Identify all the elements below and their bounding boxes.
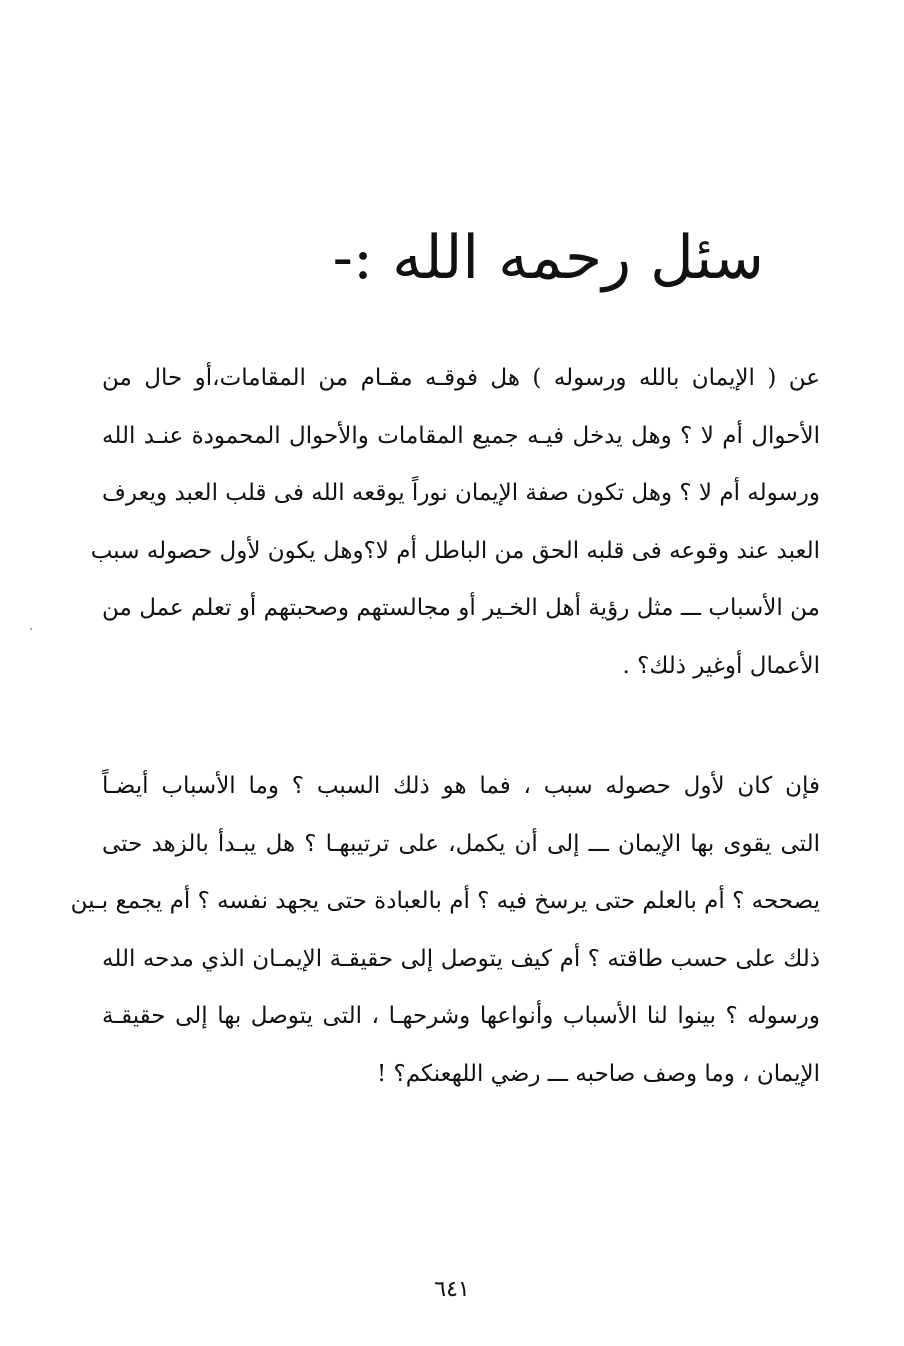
text-line: من الأسباب ـــ مثل رؤية أهل الخـير أو مجالستهم وصحبتهم أو تعلم عمل من [102, 595, 820, 621]
text-line: ورسوله ؟ بينوا لنا الأسباب وأنواعها وشرحهـا ، التى يتوصل بها إلى حقيقـة [102, 1003, 820, 1029]
question-paragraph-1 [90, 350, 820, 695]
text-line: عن ( الإيمان بالله ورسوله ) هل فوقـه مقـام من المقامات،أو حال من [102, 365, 820, 391]
scan-speck [30, 628, 32, 630]
question-paragraph-2 [70, 758, 820, 1103]
page-title: سئل رحمه الله :- [332, 223, 764, 293]
text-line: الأعمال أوغير ذلك؟ . [622, 652, 820, 679]
text-line: ورسوله أم لا ؟ وهل تكون صفة الإيمان نوراً يوقعه الله فى قلب العبد ويعرف [102, 480, 820, 506]
text-line: فإن كان لأول حصوله سبب ، فما هو ذلك السبب ؟ وما الأسباب أيضـاً [102, 773, 820, 799]
text-line: الأحوال أم لا ؟ وهل يدخل فيـه جميع المقامات والأحوال المحمودة عنـد الله [102, 422, 820, 449]
text-line: الإيمان ، وما وصف صاحبه ـــ رضي اللهعنكم؟ ! [376, 1060, 820, 1087]
page-number: ٦٤١ [434, 1277, 470, 1302]
text-line: ذلك على حسب طاقته ؟ أم كيف يتوصل إلى حقيقـة الإيمـان الذي مدحه الله [102, 945, 820, 972]
text-line: يصححه ؟ أم بالعلم حتى يرسخ فيه ؟ أم بالعبادة حتى يجهد نفسه ؟ أم يجمع بـين [70, 888, 820, 914]
text-line: التى يقوى بها الإيمان ـــ إلى أن يكمل، على ترتيبهـا ؟ هل يبـدأ بالزهد حتى [102, 830, 820, 857]
text-line: العبد عند وقوعه فى قلبه الحق من الباطل أم لا؟وهل يكون لأول حصوله سبب [90, 537, 820, 564]
